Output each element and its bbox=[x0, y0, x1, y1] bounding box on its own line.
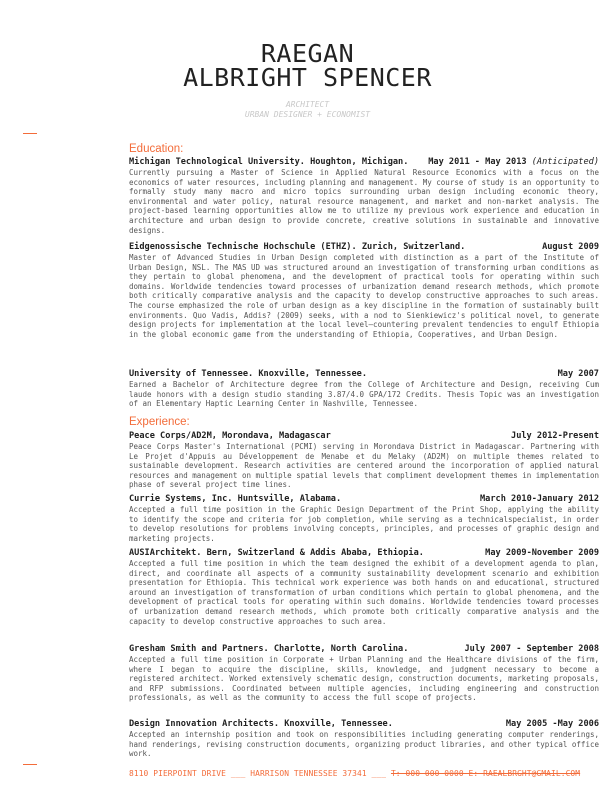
experience-entry bbox=[129, 719, 599, 759]
experience-entry bbox=[129, 548, 599, 626]
institution: University of Tennessee. Knoxville, Tennessee. bbox=[129, 369, 367, 379]
name-first: RAEGAN bbox=[260, 39, 355, 68]
footer-contact bbox=[129, 769, 604, 778]
institution: Peace Corps/AD2M, Morondava, Madagascar bbox=[129, 431, 331, 441]
accent-dash bbox=[23, 133, 37, 134]
job-title: ARCHITECT bbox=[285, 100, 330, 109]
date: May 2009-November 2009 bbox=[485, 548, 599, 558]
education-entry bbox=[129, 242, 599, 339]
date: July 2007 - September 2008 bbox=[464, 644, 599, 654]
description: Earned a Bachelor of Architecture degree from the College of Architecture and Design, receiving Cum laude honors with a design studio standing 3.87/4.0 GPA/172 Credits. Thesis Topic was an investigation of an Elementary Haptic Learning Center in Nashville, Tennessee. bbox=[129, 380, 599, 409]
institution: Gresham Smith and Partners. Charlotte, North Carolina. bbox=[129, 644, 409, 654]
institution: Michigan Technological University. Houghton, Michigan. bbox=[129, 157, 409, 167]
date: March 2010-January 2012 bbox=[480, 494, 599, 504]
experience-entry bbox=[129, 494, 599, 543]
description: Currently pursuing a Master of Science in Applied Natural Resource Economics with a focus on the economics of water resources, including planning and management. My course of study is an opportunity to formally study many macro and micro topics surrounding urban design including economic theory, environmental and water policy, natural resource management, and market and non-market analysis. The project-based learning opportunities allow me to utilize my previous work experience and education in architecture and urban design to provide concrete, creative solutions in sustainable and innovative designs. bbox=[129, 168, 599, 235]
education-heading: Education: bbox=[129, 143, 184, 155]
description: Master of Advanced Studies in Urban Design completed with distinction as a part of the Institute of Urban Design, NSL. The MAS UD was structured around an investigation of transforming urban conditions as they pertain to global phenomena, and the development of practical tools for operating within such domains. Worldwide tendencies toward processes of urbanization demand research methods, which promote both critically comparative analysis and the capacity to develop constructive approaches to such areas. The course emphasized the role of urban design as a key discipline in the formation of sustainably built environments. Quo Vadis, Addis? (2009) seeks, with a nod to Sienkiewicz's political novel, to generate design projects for implementation at the local level—countering prevalent tendencies to engulf Ethiopia in the global economic game from the understanding of Ethiopia, Cooperatives, and Urban Design. bbox=[129, 253, 599, 339]
accent-dash bbox=[23, 764, 37, 765]
date: May 2007 bbox=[557, 369, 599, 379]
institution: AUSIArchitekt. Bern, Switzerland & Addis Ababa, Ethiopia. bbox=[129, 548, 424, 558]
date: August 2009 bbox=[542, 242, 599, 252]
education-entry bbox=[129, 369, 599, 409]
name-last: ALBRIGHT SPENCER bbox=[183, 63, 432, 92]
job-subtitle: URBAN DESIGNER + ECONOMIST bbox=[244, 110, 371, 119]
description: Accepted a full time position in the Graphic Design Department of the Print Shop, applying the ability to identify the scope and criteria for job completion, while serving as a technicalspecialist, in order to develop resolutions for problems involving concepts, principles, and processes of graphic design and marketing projects. bbox=[129, 505, 599, 543]
institution: Currie Systems, Inc. Huntsville, Alabama. bbox=[129, 494, 342, 504]
experience-heading: Experience: bbox=[129, 416, 190, 428]
institution: Design Innovation Architects. Knoxville, Tennessee. bbox=[129, 719, 393, 729]
experience-entry bbox=[129, 431, 599, 490]
description: Peace Corps Master's International (PCMI) serving in Morondava District in Madagascar. Partnering with Le Projet d'Appuis au Développement de Menabe et du Melaky (AD2M) on multiple themes related to sustainable development. Research activities are centered around the incorporation of applied natural resources and management on multiple spatial levels that compliment development themes in implementation phase of several project time lines. bbox=[129, 442, 599, 490]
date: May 2011 - May 2013 (Anticipated) bbox=[428, 157, 599, 167]
date: July 2012-Present bbox=[511, 431, 599, 441]
footer-contact-info[interactable]: T: 000 000 0000 E: RAEALBRGHT@GMAIL.COM bbox=[390, 769, 581, 778]
institution: Eidgenossische Technische Hochschule (ETHZ). Zurich, Switzerland. bbox=[129, 242, 466, 252]
education-entry bbox=[129, 157, 599, 235]
experience-entry bbox=[129, 644, 599, 703]
date: May 2005 -May 2006 bbox=[505, 719, 599, 729]
description: Accepted an internship position and took on responsibilities including generating computer renderings, hand renderings, revising construction documents, organizing product libraries, and other typical office work. bbox=[129, 730, 599, 759]
footer-address: 8110 PIERPOINT DRIVE ___ HARRISON TENNESSEE 37341 ___ bbox=[129, 769, 387, 778]
description: Accepted a full time position in Corporate + Urban Planning and the Healthcare divisions of the firm, where I began to acquire the discipline, skills, knowledge, and judgment necessary to become a registered architect. Worked extensively schematic design, construction documents, marketing proposals, and RFP submissions. Coordinated between multiple agencies, including engineering and construction professionals, as well as the community to access the full scope of projects. bbox=[129, 655, 599, 703]
description: Accepted a full time position in which the team designed the exhibit of a development agenda to plan, direct, and coordinate all aspects of a community sustainability development scenario and exhibition presentation for Ethiopia. This technical work experience was both hands on and educational, structured around an investigation of transformation of urban conditions which pertain to global phenomena, and the development of practical tools for operating within such domains. Worldwide tendencies toward processes of urbanization demand research methods, which promote both critically comparative analysis and the capacity to develop constructive approaches to such area. bbox=[129, 559, 599, 626]
